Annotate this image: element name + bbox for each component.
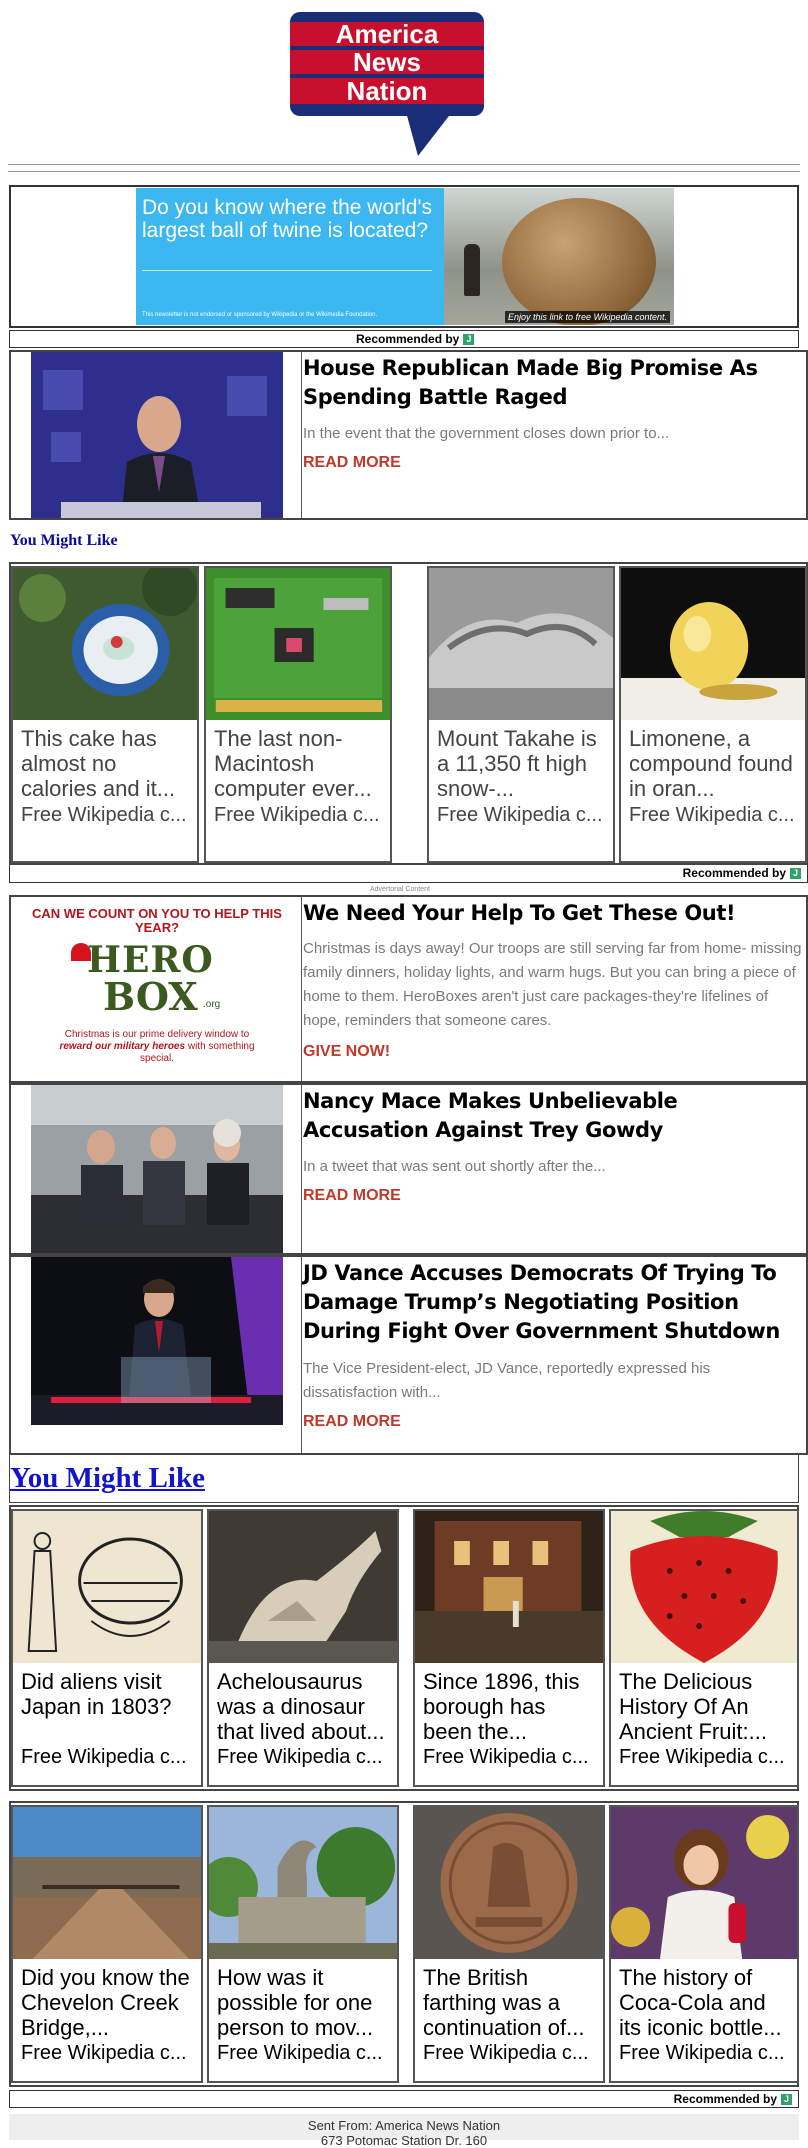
recommendation-card[interactable] [207, 1805, 399, 2083]
logo-badge [290, 12, 484, 116]
card-image [415, 1511, 603, 1663]
twine-ad-banner[interactable] [136, 188, 674, 325]
card-source: Free Wikipedia c... [619, 2042, 785, 2064]
recommendation-card[interactable] [609, 1805, 799, 2083]
recommender-logo-icon: J [790, 868, 801, 879]
article-image[interactable] [31, 352, 283, 518]
ad-question: Do you know where the world's largest ball of twine is located? [142, 196, 432, 242]
card-title[interactable]: The Delicious History Of An Ancient Fruit:... [619, 1669, 767, 1744]
card-image [206, 568, 390, 720]
twine-ball-photo [444, 188, 674, 325]
article-card[interactable] [9, 350, 808, 520]
herobox-tagline: Christmas is our prime delivery window to reward our military heroes with something special. [59, 1029, 255, 1064]
you-might-like-grid [9, 562, 808, 865]
card-source: Free Wikipedia c... [619, 1746, 785, 1768]
recommendation-card[interactable] [11, 566, 199, 863]
article-image[interactable] [31, 1257, 283, 1425]
card-title[interactable]: The last non-Macintosh computer ever... [214, 726, 372, 801]
you-might-like-heading: You Might Like [10, 532, 118, 549]
you-might-like-row-1 [9, 1505, 799, 1791]
advertorial-note: Advertorial Content [370, 886, 430, 893]
herobox-brand-line-1: HERO [87, 939, 214, 981]
card-title[interactable]: Did you know the Chevelon Creek Bridge,... [21, 1965, 190, 2040]
card-source: Free Wikipedia c... [437, 804, 603, 826]
herobox-headline: CAN WE COUNT ON YOU TO HELP THIS YEAR? [32, 906, 282, 935]
recommended-by-label: Recommended by [673, 2092, 777, 2106]
card-image [611, 1807, 797, 1959]
card-image [611, 1511, 797, 1663]
speech-bubble-tail [406, 112, 452, 156]
recommended-by-bar[interactable] [9, 2090, 799, 2108]
article-description: Christmas is days away! Our troops are still serving far from home- missing family dinners, holiday lights, and warm hugs. But you can bring a piece of home to them. HeroBoxes aren't just care packages-they're lifelines of hope, reminders that someone cares. [303, 940, 802, 1029]
card-image [621, 568, 805, 720]
card-image [13, 1807, 201, 1959]
recommended-by-label: Recommended by [356, 332, 460, 346]
card-source: Free Wikipedia c... [423, 1746, 589, 1768]
card-title[interactable]: Since 1896, this borough has been the... [423, 1669, 580, 1744]
card-title[interactable]: How was it possible for one person to mov... [217, 1965, 374, 2040]
footer-sender: Sent From: America News Nation [307, 2118, 501, 2133]
recommendation-card[interactable] [619, 566, 807, 863]
footer [9, 2114, 799, 2148]
herobox-brand-suffix: .org [203, 999, 221, 1010]
article-card[interactable] [9, 1083, 808, 1255]
read-more-link[interactable]: READ MORE [303, 454, 401, 471]
logo-line-2: News [353, 47, 421, 77]
recommendation-card[interactable] [413, 1509, 605, 1787]
article-title[interactable]: Nancy Mace Makes Unbelievable Accusation Against Trey Gowdy [303, 1089, 678, 1142]
recommendation-card[interactable] [11, 1509, 203, 1787]
recommended-by-bar[interactable] [9, 330, 799, 348]
recommender-logo-icon: J [463, 334, 474, 345]
card-title[interactable]: The British farthing was a continuation of... [423, 1965, 585, 2040]
read-more-link[interactable]: READ MORE [303, 1413, 401, 1430]
recommendation-card[interactable] [427, 566, 615, 863]
logo-line-1: America [335, 19, 439, 49]
article-card[interactable] [9, 1255, 808, 1455]
twine-ad[interactable] [9, 185, 799, 328]
recommendation-card[interactable] [609, 1509, 799, 1787]
card-image [13, 1511, 201, 1663]
card-image [13, 568, 197, 720]
card-title[interactable]: Did aliens visit Japan in 1803? [21, 1669, 172, 1719]
card-title[interactable]: Limonene, a compound found in oran... [629, 726, 793, 801]
card-title[interactable]: This cake has almost no calories and it... [21, 726, 176, 801]
recommender-logo-icon: J [781, 2094, 792, 2105]
card-source: Free Wikipedia c... [21, 804, 187, 826]
recommended-by-label: Recommended by [682, 866, 786, 880]
card-title[interactable]: The history of Coca-Cola and its iconic bottle... [619, 1965, 782, 2040]
card-image [415, 1807, 603, 1959]
footer-address: 673 Potomac Station Dr. 160 [320, 2133, 488, 2148]
you-might-like-link[interactable]: You Might Like [10, 1462, 205, 1494]
logo-line-3: Nation [346, 76, 428, 106]
article-description: In the event that the government closes down prior to... [303, 425, 670, 442]
card-title[interactable]: Mount Takahe is a 11,350 ft high snow-... [437, 726, 597, 801]
card-title[interactable]: Achelousaurus was a dinosaur that lived about... [217, 1669, 385, 1744]
card-source: Free Wikipedia c... [214, 804, 380, 826]
article-description: The Vice President-elect, JD Vance, reportedly expressed his dissatisfaction with... [303, 1360, 711, 1401]
article-title[interactable]: House Republican Made Big Promise As Spending Battle Raged [303, 356, 758, 409]
card-image [429, 568, 613, 720]
card-source: Free Wikipedia c... [21, 1746, 187, 1768]
card-image [209, 1511, 397, 1663]
recommendation-card[interactable] [11, 1805, 203, 2083]
herobox-ad-image[interactable] [31, 901, 283, 1079]
recommended-by-bar[interactable] [9, 865, 808, 883]
read-more-link[interactable]: READ MORE [303, 1187, 401, 1204]
recommendation-card[interactable] [413, 1805, 605, 2083]
you-might-like-row-2 [9, 1801, 799, 2087]
divider [8, 171, 800, 172]
card-source: Free Wikipedia c... [629, 804, 795, 826]
recommendation-card[interactable] [207, 1509, 399, 1787]
card-image [209, 1807, 397, 1959]
card-source: Free Wikipedia c... [423, 2042, 589, 2064]
ad-fine-print: This newsletter is not endorsed or sponsored by Wikipedia or the Wikimedia Foundation. [142, 312, 378, 318]
article-title[interactable]: JD Vance Accuses Democrats Of Trying To Damage Trump’s Negotiating Position During Fight Over Government Shutdown [303, 1261, 780, 1343]
ad-caption: Enjoy this link to free Wikipedia content. [505, 311, 670, 323]
card-source: Free Wikipedia c... [21, 2042, 187, 2064]
sponsored-article-card[interactable] [9, 895, 808, 1083]
article-image[interactable] [31, 1085, 283, 1253]
card-source: Free Wikipedia c... [217, 2042, 383, 2064]
herobox-brand-line-2: BOX [103, 974, 198, 1019]
recommendation-card[interactable] [204, 566, 392, 863]
article-description: In a tweet that was sent out shortly after the... [303, 1158, 606, 1175]
divider [8, 164, 800, 165]
give-now-link[interactable]: GIVE NOW! [303, 1043, 391, 1060]
card-source: Free Wikipedia c... [217, 1746, 383, 1768]
site-logo[interactable] [286, 10, 488, 156]
article-title[interactable]: We Need Your Help To Get These Out! [303, 901, 736, 925]
